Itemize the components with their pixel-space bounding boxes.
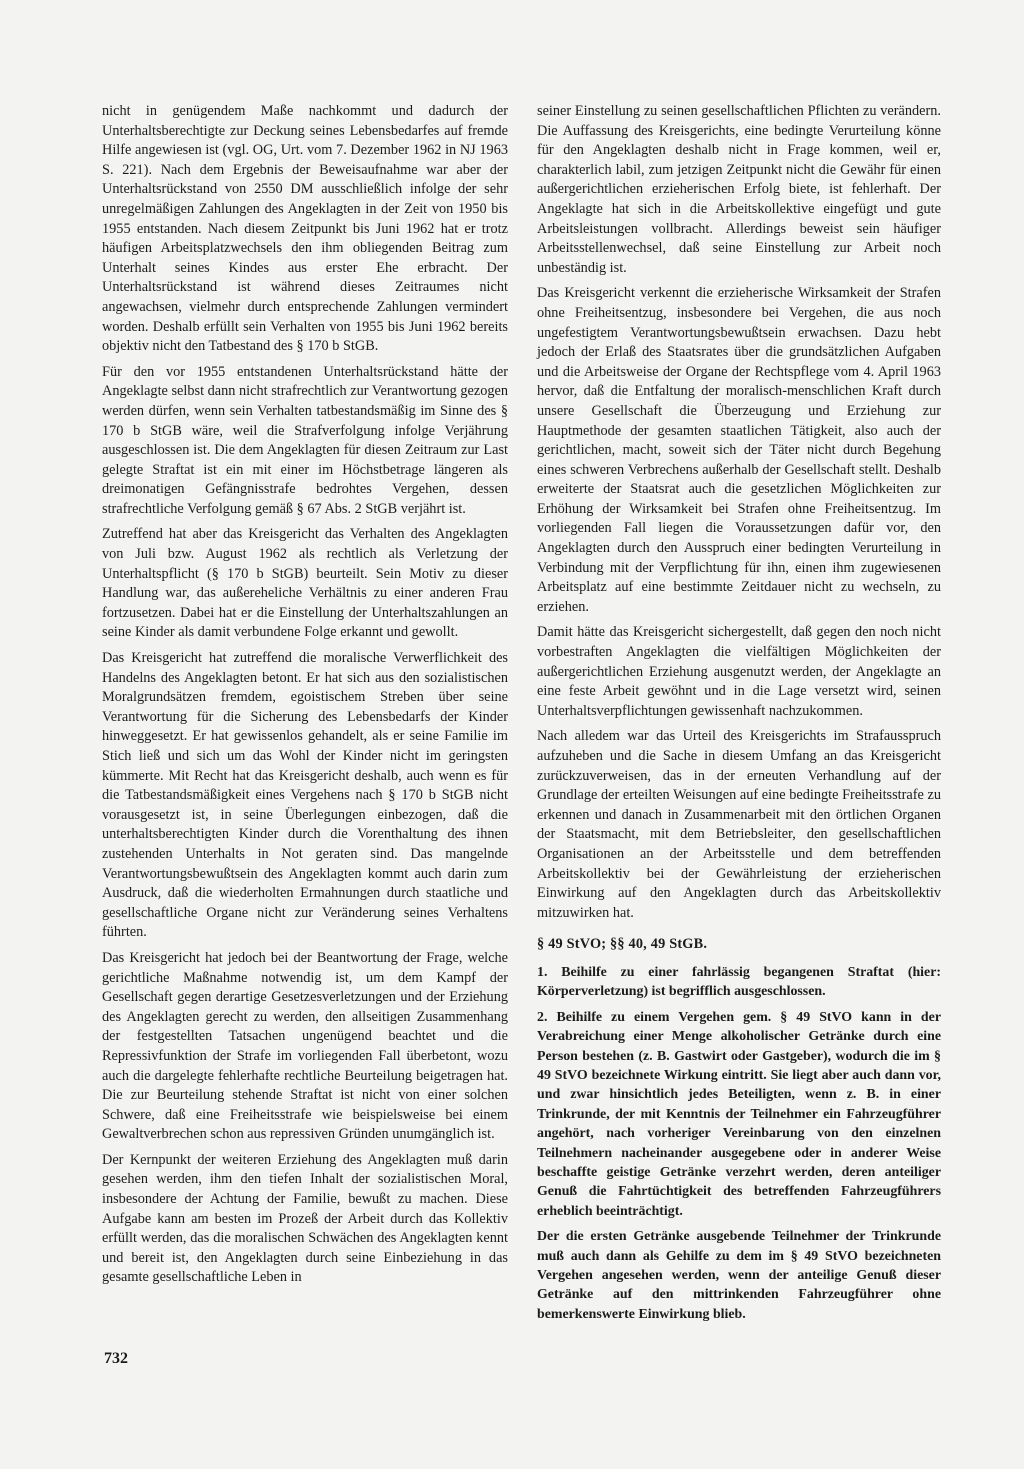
headnote: 1. Beihilfe zu einer fahrlässig begangenen Straftat (hier: Körperverletzung) ist begrifflich ausgeschlossen. [537, 964, 941, 1000]
headnote: 2. Beihilfe zu einem Vergehen gem. § 49 StVO kann in der Verabreichung einer Menge alkoholischer Getränke durch eine Person bestehen (z. B. Gastwirt oder Gastgeber), wodurch die im § 49 StVO bezeichnete Wirkung eintritt. Sie liegt aber auch dann vor, und zwar hinsichtlich jedes Beteiligten, wenn z. B. in einer Trinkrunde, der mit Kenntnis der Teilnehmer ein Fahrzeugführer angehört, nach vorheriger Vereinbarung von den einzelnen Teilnehmern nacheinander ausgegebene oder in anderer Weise beschaffte geistige Getränke verzehrt werden, deren anteiliger Genuß die Fahrtüchtigkeit des betreffenden Fahrzeugführers erheblich beeinträchtigt. [537, 1009, 941, 1219]
left-column [102, 102, 508, 1294]
paragraph: Das Kreisgericht hat jedoch bei der Beantwortung der Frage, welche gerichtliche Maßnahme notwendig ist, um dem Kampf der Gesellschaft gegen derartige Gesetzesverletzungen und der Erziehung des Angeklagten gerecht zu werden, den allseitigen Zusammenhang der festgestellten Tatsachen ungenügend beachtet und die Repressivfunktion der Strafe im vorliegenden Fall überbetont, wozu auch die dargelegte fehlerhafte rechtliche Beurteilung beigetragen hat. Die zur Beurteilung stehende Straftat ist nicht von einer solchen Schwere, daß eine Freiheitsstrafe wie beispielsweise bei einem Gewaltverbrechen schon aus repressiven Gründen unumgänglich ist. [102, 949, 508, 1143]
paragraph: nicht in genügendem Maße nachkommt und dadurch der Unterhaltsberechtigte zur Deckung seines Lebensbedarfes auf fremde Hilfe angewiesen ist (vgl. OG, Urt. vom 7. Dezember 1962 in NJ 1963 S. 221). Nach dem Ergebnis der Beweisaufnahme war aber der Unterhaltsrückstand von 2550 DM ausschließlich infolge der sehr unregelmäßigen Zahlungen des Angeklagten in der Zeit von 1950 bis 1955 entstanden. Nach diesem Zeitpunkt bis Juni 1962 hat er trotz häufigen Arbeitsplatzwechsels den ihm obliegenden Beitrag zum Unterhalt seines Kindes aus erster Ehe erbracht. Der Unterhaltsrückstand ist während dieses Zeitraumes nicht angewachsen, vielmehr durch entsprechende Zahlungen vermindert worden. Deshalb erfüllt sein Verhalten von 1955 bis Juni 1962 bereits objektiv nicht den Tatbestand des § 170 b StGB. [102, 103, 508, 355]
paragraph: Nach alledem war das Urteil des Kreisgerichts im Strafausspruch aufzuheben und die Sache in diesem Umfang an das Kreisgericht zurückzuverweisen, das in der erneuten Verhandlung auf der Grundlage der erteilten Weisungen auf eine bedingte Freiheitsstrafe zu erkennen und danach in Zusammenarbeit mit den örtlichen Organen der Staatsmacht, mit dem Betriebsleiter, den gesellschaftlichen Organisationen an der Arbeitsstelle und dem betreffenden Arbeitskollektiv bei der Gewährleistung der erzieherischen Einwirkung auf den Angeklagten durch das Arbeitskollektiv mitzuwirken hat. [537, 728, 941, 921]
paragraph: Das Kreisgericht hat zutreffend die moralische Verwerflichkeit des Handelns des Angeklagten betont. Er hat sich aus den sozialistischen Moralgrundsätzen fremdem, egoistischem Streben über seine Verantwortung für die Sicherung des Lebensbedarfs der Kinder hinweggesetzt. Er hat gewissenlos gehandelt, als er seine Familie im Stich ließ und sich um das Wohl der Kinder nicht im geringsten kümmerte. Mit Recht hat das Kreisgericht deshalb, auch wenn es für die Tatbestandsmäßigkeit eines Vergehens nach § 170 b StGB nicht vorausgesetzt ist, in seine Überlegungen einbezogen, daß die unterhaltsberechtigten Kinder durch die Vorenthaltung des ihnen zustehenden Unterhalts in Not geraten sind. Das mangelnde Verantwortungsbewußtsein des Angeklagten kommt auch darin zum Ausdruck, daß die wiederholten Ermahnungen durch staatliche und gesellschaftliche Organe nicht zur Veränderung seines Verhaltens führten. [102, 650, 508, 941]
paragraph: Damit hätte das Kreisgericht sichergestellt, daß gegen den noch nicht vorbestraften Angeklagten die vielfältigen Möglichkeiten der außergerichtlichen Erziehung ausgenutzt werden, der Angeklagte an eine feste Arbeit gewöhnt und in die Lage versetzt wird, seinen Unterhaltsverpflichtungen gewissenhaft nachzukommen. [537, 624, 941, 719]
page-number: 732 [104, 1350, 128, 1367]
right-column [537, 102, 941, 1330]
paragraph: Für den vor 1955 entstandenen Unterhaltsrückstand hätte der Angeklagte selbst dann nicht strafrechtlich zur Verantwortung gezogen werden dürfen, wenn sein Verhalten tatbestandsmäßig im Sinne des § 170 b StGB wäre, weil die Strafverfolgung infolge Verjährung ausgeschlossen ist. Die dem Angeklagten für diesen Zeitraum zur Last gelegte Straftat ist ein mit einer im Höchstbetrage längeren als dreimonatigen Gefängnisstrafe bedrohtes Vergehen, dessen strafrechtliche Verfolgung gemäß § 67 Abs. 2 StGB verjährt ist. [102, 363, 508, 517]
paragraph: Das Kreisgericht verkennt die erzieherische Wirksamkeit der Strafen ohne Freiheitsentzug, insbesondere bei Vergehen, die aus noch ungefestigtem Verantwortungsbewußtsein erwachsen. Dazu hebt jedoch der Erlaß des Staatsrates über die grundsätzlichen Aufgaben und die Arbeitsweise der Organe der Rechtspflege vom 4. April 1963 hervor, daß die Entfaltung der moralisch-menschlichen Kraft durch unsere Gesellschaft die Überzeugung und Erziehung zur Hauptmethode der gesamten staatlichen Tätigkeit, also auch der gerichtlichen, macht, soweit sich der Täter nicht durch Begehung eines schweren Verbrechens außerhalb der Gesellschaft stellt. Deshalb erweiterte der Staatsrat auch die gesetzlichen Möglichkeiten zur Erhöhung der Wirksamkeit bei Strafen ohne Freiheitsentzug. Im vorliegenden Fall liegen die Voraussetzungen dafür vor, den Angeklagten durch den Ausspruch einer bedingten Verurteilung in Verbindung mit der Verpflichtung für ihn, einen ihm zugewiesenen Arbeitsplatz auf eine bestimmte Zeitdauer nicht zu wechseln, zu erziehen. [537, 285, 941, 615]
paragraph: Zutreffend hat aber das Kreisgericht das Verhalten des Angeklagten von Juli bzw. August 1962 als rechtlich als Verletzung der Unterhaltspflicht (§ 170 b StGB) beurteilt. Sein Motiv zu dieser Handlung war, das außereheliche Verhältnis zu einer anderen Frau fortzusetzen. Dabei hat er die Einstellung der Unterhaltszahlungen an seine Kinder als damit verbundene Folge erkannt und gewollt. [102, 526, 508, 641]
headnote: Der die ersten Getränke ausgebende Teilnehmer der Trinkrunde muß auch dann als Gehilfe zu dem im § 49 StVO bezeichneten Vergehen angesehen werden, wenn der anteilige Genuß dieser Getränke auf den mittrinkenden Fahrzeugführer ohne bemerkenswerte Einwirkung blieb. [537, 1229, 941, 1322]
paragraph: Der Kernpunkt der weiteren Erziehung des Angeklagten muß darin gesehen werden, ihm den tiefen Inhalt der sozialistischen Moral, insbesondere der Achtung der Familie, bewußt zu machen. Diese Aufgabe kann am besten im Prozeß der Arbeit durch das Kollektiv erfüllt werden, das die moralischen Schwächen des Angeklagten kennt und bereit ist, den Angeklagten durch seine Einbeziehung in das gesamte gesellschaftliche Leben in [102, 1151, 508, 1286]
paragraph: seiner Einstellung zu seinen gesellschaftlichen Pflichten zu verändern. Die Auffassung des Kreisgerichts, eine bedingte Verurteilung könne für den Angeklagten deshalb nicht in Frage kommen, weil er, charakterlich labil, zum jetzigen Zeitpunkt nicht die Gewähr für einen außergerichtlichen erzieherischen Erfolg biete, ist fehlerhaft. Der Angeklagte hat sich in die Arbeitskollektive eingefügt und gute Arbeitsleistungen vollbracht. Allerdings beweist sein häufiger Arbeitsstellenwechsel, daß seine Einstellung zur Arbeit noch unbeständig ist. [537, 103, 941, 276]
section-heading: § 49 StVO; §§ 40, 49 StGB. [537, 936, 708, 953]
